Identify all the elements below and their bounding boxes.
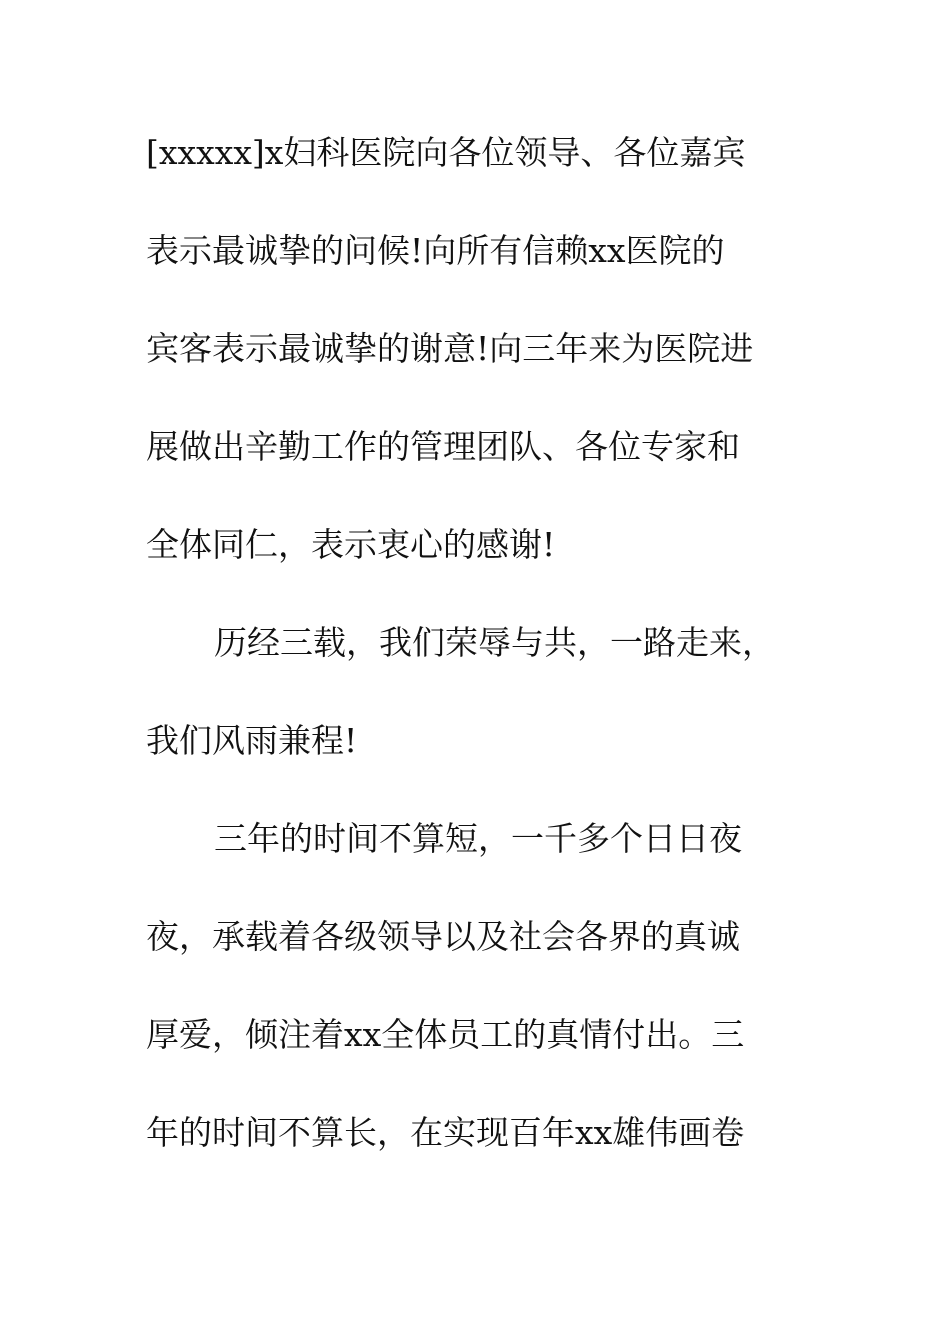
document-body bbox=[146, 120, 806, 1198]
text-line: 我们风雨兼程! bbox=[146, 721, 358, 760]
text-line: 全体同仁，表示衷心的感谢! bbox=[146, 525, 556, 564]
text-line: 夜，承载着各级领导以及社会各界的真诚 bbox=[146, 917, 740, 956]
text-line: 宾客表示最诚挚的谢意!向三年来为医院进 bbox=[146, 329, 754, 368]
text-line: 表示最诚挚的问候!向所有信赖xx医院的 bbox=[146, 231, 725, 270]
paragraph-first-line: 历经三载，我们荣辱与共，一路走来， bbox=[214, 623, 775, 662]
text-line: 展做出辛勤工作的管理团队、各位专家和 bbox=[146, 427, 740, 466]
text-line: [xxxxx]x妇科医院向各位领导、各位嘉宾 bbox=[146, 133, 746, 172]
paragraph-first-line: 三年的时间不算短，一千多个日日夜 bbox=[214, 819, 742, 858]
text-line: 年的时间不算长，在实现百年xx雄伟画卷 bbox=[146, 1113, 745, 1152]
text-line: 厚爱，倾注着xx全体员工的真情付出。三 bbox=[146, 1015, 745, 1054]
